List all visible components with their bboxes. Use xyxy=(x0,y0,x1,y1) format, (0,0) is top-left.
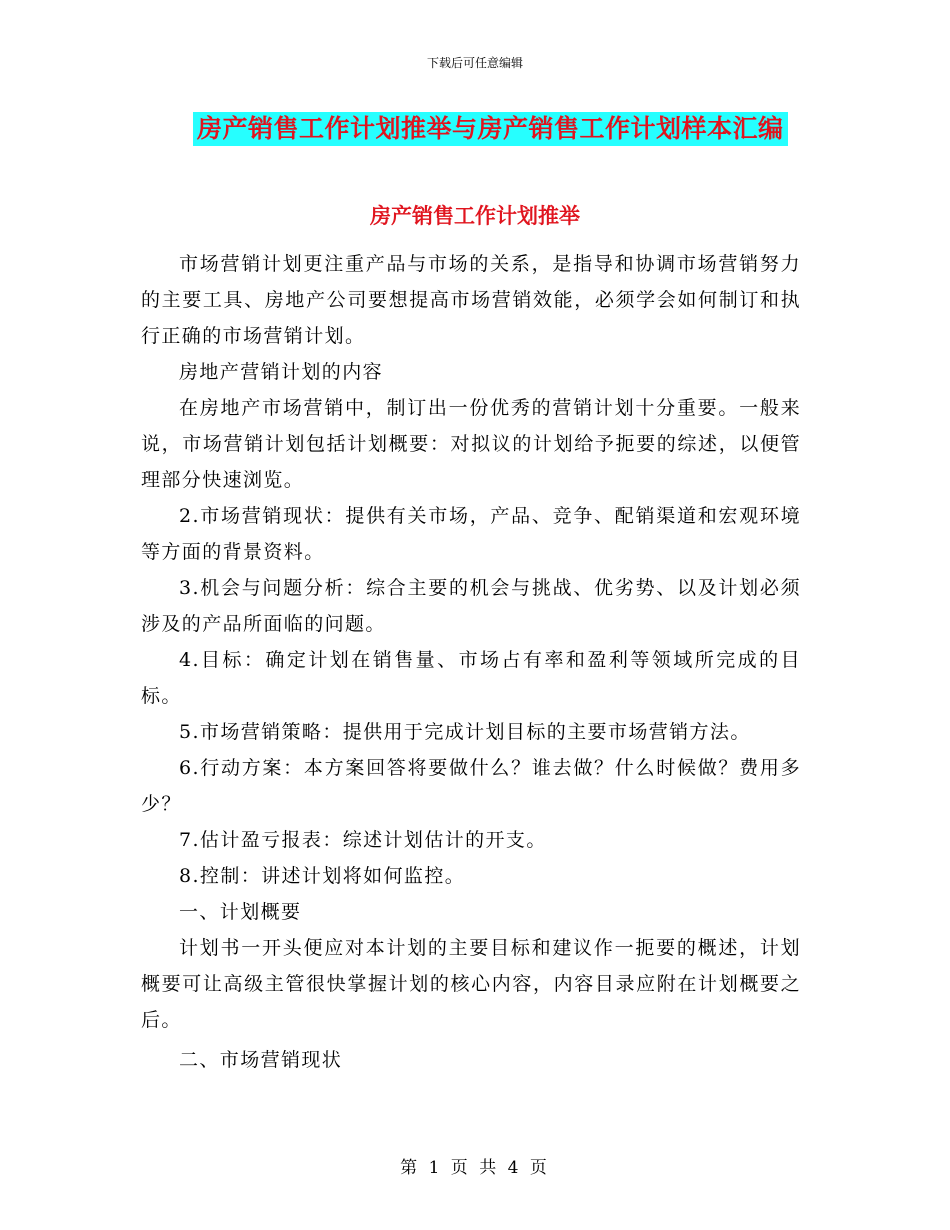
paragraph: 4.目标：确定计划在销售量、市场占有率和盈利等领域所完成的目标。 xyxy=(141,649,801,707)
paragraph: 2.市场营销现状：提供有关市场，产品、竞争、配销渠道和宏观环境等方面的背景资料。 xyxy=(141,505,801,563)
paragraph: 市场营销计划更注重产品与市场的关系，是指导和协调市场营销努力的主要工具、房地产公司要想提高市场营销效能，必须学会如何制订和执行正确的市场营销计划。 xyxy=(141,253,801,347)
paragraph: 房地产营销计划的内容 xyxy=(179,361,384,383)
heading-market-status: 二、市场营销现状 xyxy=(179,1049,343,1071)
paragraph: 7.估计盈亏报表：综述计划估计的开支。 xyxy=(179,829,547,851)
paragraph: 在房地产市场营销中，制订出一份优秀的营销计划十分重要。一般来说，市场营销计划包括计划概要：对拟议的计划给予扼要的综述，以便管理部分快速浏览。 xyxy=(141,397,801,491)
paragraph: 6.行动方案：本方案回答将要做什么？谁去做？什么时候做？费用多少？ xyxy=(141,757,801,815)
document-title: 房产销售工作计划推举与房产销售工作计划样本汇编 xyxy=(193,112,788,146)
heading-plan-summary: 一、计划概要 xyxy=(179,901,302,923)
paragraph: 计划书一开头便应对本计划的主要目标和建议作一扼要的概述，计划概要可让高级主管很快掌握计划的核心内容，内容目录应附在计划概要之后。 xyxy=(141,937,801,1031)
page-number-footer: 第 1 页 共 4 页 xyxy=(400,1158,550,1178)
paragraph: 8.控制：讲述计划将如何监控。 xyxy=(179,865,466,887)
body-text xyxy=(141,246,801,1078)
section-title: 房产销售工作计划推举 xyxy=(370,204,580,228)
paragraph: 5.市场营销策略：提供用于完成计划目标的主要市场营销方法。 xyxy=(179,721,751,743)
paragraph: 3.机会与问题分析：综合主要的机会与挑战、优劣势、以及计划必须涉及的产品所面临的问题。 xyxy=(141,577,801,635)
page-header-note: 下载后可任意编辑 xyxy=(426,56,523,70)
